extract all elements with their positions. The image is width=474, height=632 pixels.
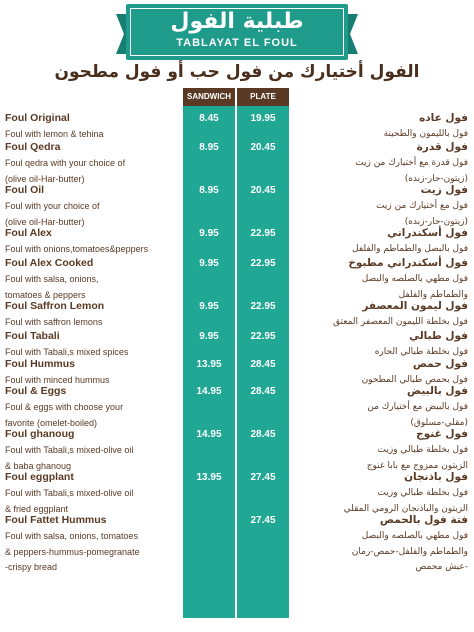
item-description-arabic: فول بخلطة طبالي وزيت: [377, 445, 468, 455]
sandwich-price: 13.95: [196, 359, 222, 370]
item-description: Foul with salsa, onions, tomatoes: [5, 531, 139, 541]
item-description: & peppers-hummus-pomegranate: [5, 546, 140, 557]
item-name-arabic: فول قدرة: [416, 141, 468, 153]
plate-price: 22.95: [250, 301, 276, 312]
item-description-arabic: -عيش محمص: [415, 562, 468, 572]
item-name-arabic: فول زيت: [420, 184, 468, 196]
header-banner: [116, 4, 358, 60]
item-description-arabic: فول بالبيض مع أختيارك من: [367, 402, 468, 412]
item-description: tomatoes & peppers: [5, 289, 86, 300]
plate-price: 22.95: [250, 258, 276, 269]
item-name: Foul ghanoug: [5, 428, 75, 440]
item-name: Foul & Eggs: [5, 385, 67, 397]
item-name-arabic: فول ليمون المعصفر: [362, 300, 468, 312]
item-description: Foul with saffron lemons: [5, 317, 103, 327]
item-description-arabic: فول بخلطة طبالي وزيت: [377, 488, 468, 498]
item-description-arabic: الزيتون ممزوج مع بابا غنوج: [366, 460, 468, 471]
plate-header: PLATE: [237, 88, 289, 106]
item-description: Foul with salsa, onions,: [5, 274, 99, 284]
item-description-arabic: (زيتون-حار-زبده): [404, 216, 468, 227]
item-name: Foul Alex Cooked: [5, 257, 94, 269]
item-name-arabic: فول بالبيض: [407, 385, 468, 397]
item-name: Foul Qedra: [5, 141, 61, 153]
sandwich-price: 14.95: [196, 429, 222, 440]
title-english: TABLAYAT EL FOUL: [176, 37, 298, 49]
item-name-arabic: فول عاده: [419, 112, 468, 124]
item-description: Foul with Tabali,s mixed spices: [5, 347, 129, 357]
item-description: -crispy bread: [5, 562, 58, 572]
plate-price: 20.45: [250, 185, 276, 196]
item-description-arabic: فول قدرة مع أختيارك من زيت: [355, 158, 468, 168]
plate-price: 22.95: [250, 228, 276, 239]
plate-price: 27.45: [250, 472, 276, 483]
item-description-arabic: (زيتون-حار-زبده): [404, 173, 468, 184]
item-description-arabic: فول بالليمون والطحينة: [383, 129, 468, 139]
title-arabic: طبلية الفول: [170, 9, 304, 34]
item-description: & fried eggplant: [5, 503, 69, 514]
sandwich-price: 13.95: [196, 472, 222, 483]
plate-price: 27.45: [250, 515, 276, 526]
item-description: favorite (omelet-boiled): [5, 417, 98, 428]
item-name: Foul Original: [5, 112, 70, 124]
item-description: & baba ghanoug: [5, 460, 72, 471]
sandwich-price: 9.95: [199, 331, 219, 342]
item-name-arabic: فول طبالي: [409, 330, 468, 342]
plate-price: 20.45: [250, 142, 276, 153]
item-description: Foul with onions,tomatoes&peppers: [5, 244, 149, 254]
item-name-arabic: فول حمص: [412, 358, 468, 370]
item-description: (olive oil-Har-butter): [5, 216, 85, 227]
item-description: Foul qedra with your choice of: [5, 158, 126, 168]
item-description-arabic: فول مطهي بالصلصه والبصل: [361, 531, 468, 541]
item-description: Foul with Tabali,s mixed-olive oil: [5, 445, 134, 455]
item-description-arabic: فول مطهي بالصلصه والبصل: [361, 274, 468, 284]
item-name: Foul Saffron Lemon: [5, 300, 105, 312]
sandwich-price: 8.45: [199, 113, 219, 124]
item-name-arabic: فول غنوج: [416, 428, 468, 440]
plate-column: [237, 88, 289, 618]
item-name: Foul Alex: [5, 227, 52, 239]
subtitle-arabic: الفول أختيارك من فول حب أو فول مطحون: [54, 62, 420, 82]
item-name-arabic: فول أسكندراني مطبوخ: [348, 257, 468, 269]
item-name-arabic: فول أسكندراني: [387, 227, 468, 239]
item-description: Foul with minced hummus: [5, 375, 110, 385]
item-description: Foul with your choice of: [5, 201, 100, 211]
plate-price: 28.45: [250, 359, 276, 370]
item-description-arabic: والطماطم والفلفل: [398, 289, 468, 300]
item-description-arabic: (مقلي-مسلوق): [410, 417, 468, 428]
plate-price: 28.45: [250, 386, 276, 397]
sandwich-price: 14.95: [196, 386, 222, 397]
item-description-arabic: فول بحمص طبالي المطحون: [361, 375, 468, 385]
item-name: Foul eggplant: [5, 471, 74, 483]
item-description: Foul with lemon & tehina: [5, 129, 104, 139]
item-description-arabic: والطماطم والفلفل-حمص-رمان: [351, 546, 468, 557]
item-name-arabic: فول باذنجان: [404, 471, 468, 483]
sandwich-price: 8.95: [199, 142, 219, 153]
item-description: (olive oil-Har-butter): [5, 173, 85, 184]
item-description-arabic: فول مع أختيارك من زيت: [376, 201, 468, 211]
sandwich-price: 9.95: [199, 301, 219, 312]
item-description: Foul with Tabali,s mixed-olive oil: [5, 488, 134, 498]
item-name: Foul Hummus: [5, 358, 75, 370]
sandwich-price: 9.95: [199, 228, 219, 239]
item-description: Foul & eggs with choose your: [5, 402, 124, 412]
item-name: Foul Tabali: [5, 330, 60, 342]
item-description-arabic: الزيتون والباذنجان الرومي المقلي: [343, 503, 468, 514]
plate-price: 22.95: [250, 331, 276, 342]
item-name-arabic: فتة فول بالحمص: [379, 514, 468, 526]
item-name: Foul Oil: [5, 184, 45, 196]
sandwich-price: 9.95: [199, 258, 219, 269]
plate-price: 19.95: [250, 113, 276, 124]
item-description-arabic: فول بالبصل والطماطم والفلفل: [352, 244, 468, 254]
sandwich-column: [183, 88, 235, 618]
item-name: Foul Fattet Hummus: [5, 514, 107, 526]
sandwich-header: SANDWICH: [183, 88, 235, 106]
item-description-arabic: فول بخلطة الليمون المعصفر المعتق: [333, 317, 468, 327]
item-description-arabic: فول بخلطة طبالي الحاره: [374, 347, 468, 357]
plate-price: 28.45: [250, 429, 276, 440]
sandwich-price: 8.95: [199, 185, 219, 196]
